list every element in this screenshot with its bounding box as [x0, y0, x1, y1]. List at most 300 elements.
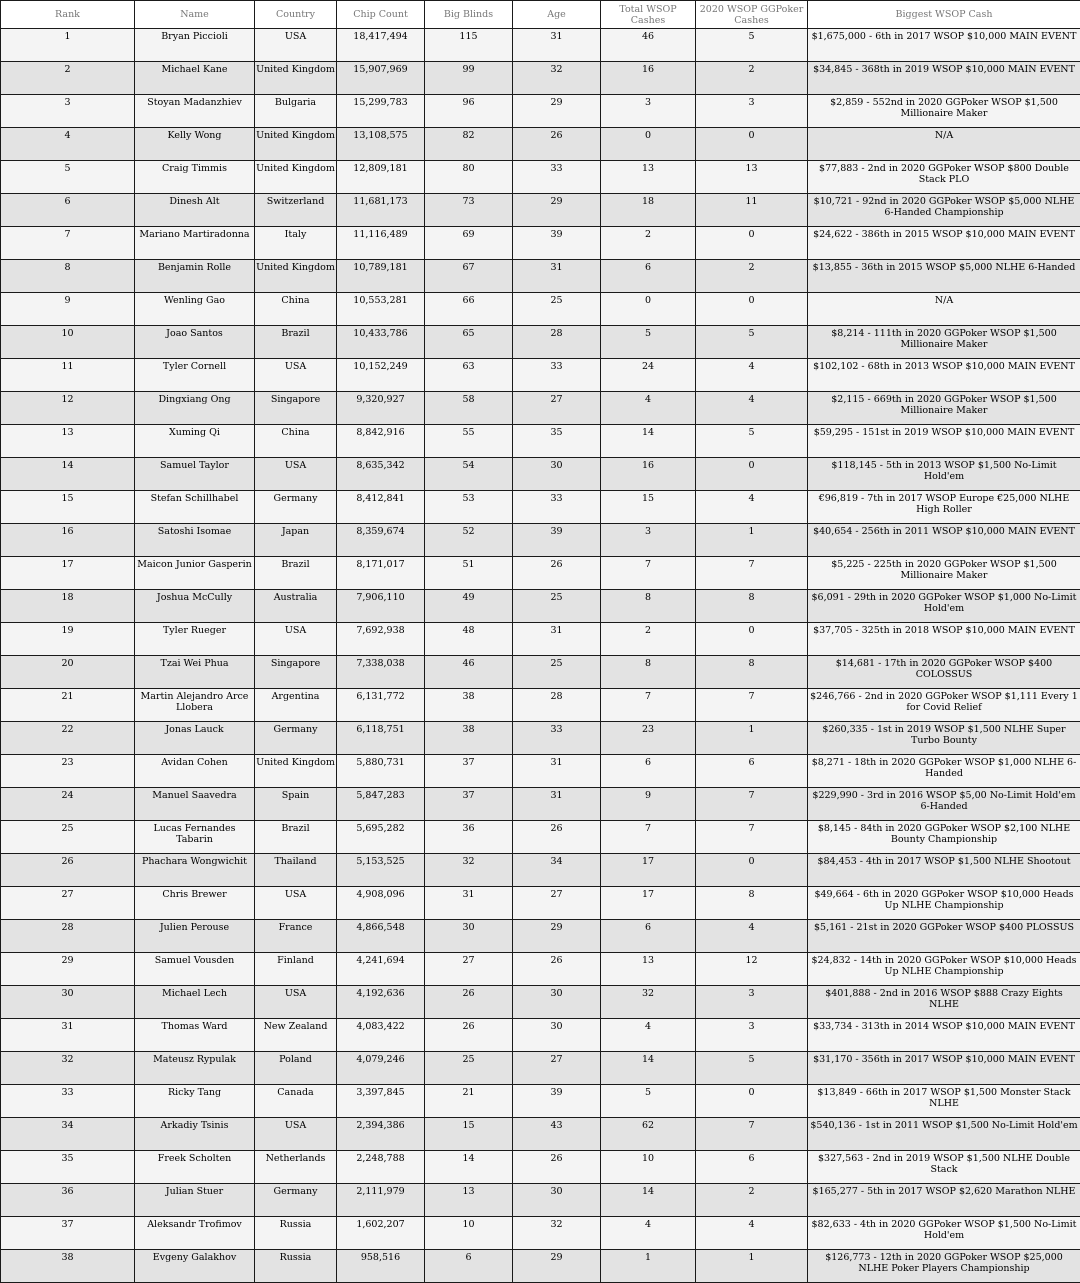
- table-row: [1, 1019, 1080, 1052]
- table-row: [1, 986, 1080, 1019]
- age-cell: 25: [513, 656, 601, 689]
- total-cashes-cell: 14: [601, 1052, 696, 1085]
- rank-cell: 3: [1, 95, 135, 128]
- ggpoker-cashes-cell: 13: [696, 161, 808, 194]
- total-cashes-cell: 17: [601, 854, 696, 887]
- table-body: [1, 29, 1080, 1283]
- chip-count-cell: 8,359,674: [337, 524, 425, 557]
- age-cell: 30: [513, 986, 601, 1019]
- chip-count-cell: 4,192,636: [337, 986, 425, 1019]
- big-blinds-cell: 73: [425, 194, 513, 227]
- big-blinds-cell: 10: [425, 1217, 513, 1250]
- biggest-cash-cell: $327,563 - 2nd in 2019 WSOP $1,500 NLHE Double Stack: [808, 1151, 1080, 1184]
- total-cashes-cell: 3: [601, 524, 696, 557]
- table-row: [1, 821, 1080, 854]
- country-cell: Germany: [255, 722, 337, 755]
- big-blinds-cell: 27: [425, 953, 513, 986]
- ggpoker-cashes-cell: 3: [696, 1019, 808, 1052]
- ggpoker-cashes-cell: 0: [696, 293, 808, 326]
- name-cell: Jonas Lauck: [135, 722, 255, 755]
- name-cell: Julien Perouse: [135, 920, 255, 953]
- big-blinds-cell: 15: [425, 1118, 513, 1151]
- biggest-cash-cell: $10,721 - 92nd in 2020 GGPoker WSOP $5,000 NLHE 6-Handed Championship: [808, 194, 1080, 227]
- chip-count-cell: 10,553,281: [337, 293, 425, 326]
- country-cell: China: [255, 293, 337, 326]
- table-row: [1, 689, 1080, 722]
- name-cell: Tyler Cornell: [135, 359, 255, 392]
- ggpoker-cashes-cell: 4: [696, 491, 808, 524]
- age-cell: 25: [513, 293, 601, 326]
- name-cell: Bryan Piccioli: [135, 29, 255, 62]
- table-row: [1, 1118, 1080, 1151]
- age-cell: 30: [513, 1019, 601, 1052]
- age-cell: 39: [513, 227, 601, 260]
- name-cell: Craig Timmis: [135, 161, 255, 194]
- age-cell: 31: [513, 788, 601, 821]
- ggpoker-cashes-cell: 7: [696, 821, 808, 854]
- age-cell: 34: [513, 854, 601, 887]
- table-row: [1, 557, 1080, 590]
- country-cell: Germany: [255, 491, 337, 524]
- header-2020-ggpoker-cashes: 2020 WSOP GGPoker Cashes: [696, 1, 808, 29]
- big-blinds-cell: 82: [425, 128, 513, 161]
- big-blinds-cell: 26: [425, 1019, 513, 1052]
- name-cell: Mateusz Rypulak: [135, 1052, 255, 1085]
- age-cell: 29: [513, 920, 601, 953]
- big-blinds-cell: 38: [425, 689, 513, 722]
- header-name: Name: [135, 1, 255, 29]
- age-cell: 29: [513, 95, 601, 128]
- table-row: [1, 326, 1080, 359]
- biggest-cash-cell: $126,773 - 12th in 2020 GGPoker WSOP $25,000 NLHE Poker Players Championship: [808, 1250, 1080, 1283]
- name-cell: Martin Alejandro Arce Llobera: [135, 689, 255, 722]
- ggpoker-cashes-cell: 6: [696, 755, 808, 788]
- name-cell: Evgeny Galakhov: [135, 1250, 255, 1283]
- chip-count-cell: 11,681,173: [337, 194, 425, 227]
- table-row: [1, 623, 1080, 656]
- name-cell: Dinesh Alt: [135, 194, 255, 227]
- biggest-cash-cell: $165,277 - 5th in 2017 WSOP $2,620 Marathon NLHE: [808, 1184, 1080, 1217]
- table-row: [1, 788, 1080, 821]
- name-cell: Joshua McCully: [135, 590, 255, 623]
- chip-count-cell: 10,433,786: [337, 326, 425, 359]
- table-row: [1, 161, 1080, 194]
- total-cashes-cell: 1: [601, 1250, 696, 1283]
- rank-cell: 5: [1, 161, 135, 194]
- name-cell: Satoshi Isomae: [135, 524, 255, 557]
- age-cell: 30: [513, 458, 601, 491]
- country-cell: Poland: [255, 1052, 337, 1085]
- age-cell: 32: [513, 1217, 601, 1250]
- rank-cell: 11: [1, 359, 135, 392]
- table-row: [1, 227, 1080, 260]
- big-blinds-cell: 66: [425, 293, 513, 326]
- age-cell: 27: [513, 887, 601, 920]
- rank-cell: 23: [1, 755, 135, 788]
- big-blinds-cell: 55: [425, 425, 513, 458]
- name-cell: Samuel Taylor: [135, 458, 255, 491]
- chip-count-cell: 8,412,841: [337, 491, 425, 524]
- big-blinds-cell: 48: [425, 623, 513, 656]
- header-row: [1, 1, 1080, 29]
- chip-count-cell: 6,131,772: [337, 689, 425, 722]
- table-row: [1, 425, 1080, 458]
- country-cell: Brazil: [255, 821, 337, 854]
- chip-count-cell: 4,241,694: [337, 953, 425, 986]
- chip-count-cell: 2,394,386: [337, 1118, 425, 1151]
- chip-count-cell: 9,320,927: [337, 392, 425, 425]
- chip-count-cell: 13,108,575: [337, 128, 425, 161]
- big-blinds-cell: 67: [425, 260, 513, 293]
- name-cell: Samuel Vousden: [135, 953, 255, 986]
- biggest-cash-cell: $8,145 - 84th in 2020 GGPoker WSOP $2,100 NLHE Bounty Championship: [808, 821, 1080, 854]
- total-cashes-cell: 15: [601, 491, 696, 524]
- table-row: [1, 524, 1080, 557]
- name-cell: Lucas Fernandes Tabarin: [135, 821, 255, 854]
- big-blinds-cell: 21: [425, 1085, 513, 1118]
- ggpoker-cashes-cell: 1: [696, 722, 808, 755]
- name-cell: Thomas Ward: [135, 1019, 255, 1052]
- total-cashes-cell: 4: [601, 392, 696, 425]
- rank-cell: 1: [1, 29, 135, 62]
- age-cell: 25: [513, 590, 601, 623]
- total-cashes-cell: 46: [601, 29, 696, 62]
- biggest-cash-cell: $229,990 - 3rd in 2016 WSOP $5,00 No-Limit Hold'em 6-Handed: [808, 788, 1080, 821]
- total-cashes-cell: 8: [601, 656, 696, 689]
- rank-cell: 32: [1, 1052, 135, 1085]
- chip-count-cell: 7,906,110: [337, 590, 425, 623]
- biggest-cash-cell: $59,295 - 151st in 2019 WSOP $10,000 MAIN EVENT: [808, 425, 1080, 458]
- total-cashes-cell: 17: [601, 887, 696, 920]
- total-cashes-cell: 7: [601, 689, 696, 722]
- country-cell: China: [255, 425, 337, 458]
- age-cell: 27: [513, 1052, 601, 1085]
- age-cell: 29: [513, 1250, 601, 1283]
- ggpoker-cashes-cell: 8: [696, 887, 808, 920]
- biggest-cash-cell: $246,766 - 2nd in 2020 GGPoker WSOP $1,111 Every 1 for Covid Relief: [808, 689, 1080, 722]
- ggpoker-cashes-cell: 12: [696, 953, 808, 986]
- age-cell: 35: [513, 425, 601, 458]
- ggpoker-cashes-cell: 5: [696, 29, 808, 62]
- chip-count-cell: 3,397,845: [337, 1085, 425, 1118]
- rank-cell: 8: [1, 260, 135, 293]
- total-cashes-cell: 5: [601, 326, 696, 359]
- header-rank: Rank: [1, 1, 135, 29]
- age-cell: 39: [513, 1085, 601, 1118]
- country-cell: United Kingdom: [255, 260, 337, 293]
- age-cell: 33: [513, 722, 601, 755]
- big-blinds-cell: 65: [425, 326, 513, 359]
- age-cell: 33: [513, 359, 601, 392]
- table-row: [1, 722, 1080, 755]
- age-cell: 43: [513, 1118, 601, 1151]
- total-cashes-cell: 3: [601, 95, 696, 128]
- total-cashes-cell: 4: [601, 1217, 696, 1250]
- country-cell: Thailand: [255, 854, 337, 887]
- rank-cell: 14: [1, 458, 135, 491]
- rank-cell: 22: [1, 722, 135, 755]
- age-cell: 28: [513, 326, 601, 359]
- table-row: [1, 359, 1080, 392]
- country-cell: New Zealand: [255, 1019, 337, 1052]
- table-row: [1, 1085, 1080, 1118]
- name-cell: Tzai Wei Phua: [135, 656, 255, 689]
- ggpoker-cashes-cell: 4: [696, 1217, 808, 1250]
- rank-cell: 31: [1, 1019, 135, 1052]
- big-blinds-cell: 80: [425, 161, 513, 194]
- total-cashes-cell: 13: [601, 161, 696, 194]
- ggpoker-cashes-cell: 11: [696, 194, 808, 227]
- big-blinds-cell: 30: [425, 920, 513, 953]
- total-cashes-cell: 2: [601, 623, 696, 656]
- age-cell: 29: [513, 194, 601, 227]
- biggest-cash-cell: $31,170 - 356th in 2017 WSOP $10,000 MAIN EVENT: [808, 1052, 1080, 1085]
- age-cell: 30: [513, 1184, 601, 1217]
- ggpoker-cashes-cell: 5: [696, 326, 808, 359]
- table-row: [1, 953, 1080, 986]
- name-cell: Phachara Wongwichit: [135, 854, 255, 887]
- big-blinds-cell: 52: [425, 524, 513, 557]
- biggest-cash-cell: $118,145 - 5th in 2013 WSOP $1,500 No-Limit Hold'em: [808, 458, 1080, 491]
- header-big-blinds: Big Blinds: [425, 1, 513, 29]
- big-blinds-cell: 53: [425, 491, 513, 524]
- big-blinds-cell: 37: [425, 788, 513, 821]
- header-chip-count: Chip Count: [337, 1, 425, 29]
- total-cashes-cell: 18: [601, 194, 696, 227]
- country-cell: Switzerland: [255, 194, 337, 227]
- chip-count-cell: 958,516: [337, 1250, 425, 1283]
- rank-cell: 9: [1, 293, 135, 326]
- rank-cell: 29: [1, 953, 135, 986]
- big-blinds-cell: 31: [425, 887, 513, 920]
- total-cashes-cell: 7: [601, 557, 696, 590]
- country-cell: Brazil: [255, 557, 337, 590]
- ggpoker-cashes-cell: 4: [696, 359, 808, 392]
- country-cell: USA: [255, 623, 337, 656]
- country-cell: Argentina: [255, 689, 337, 722]
- table-row: [1, 755, 1080, 788]
- chip-count-cell: 11,116,489: [337, 227, 425, 260]
- big-blinds-cell: 46: [425, 656, 513, 689]
- biggest-cash-cell: $401,888 - 2nd in 2016 WSOP $888 Crazy Eights NLHE: [808, 986, 1080, 1019]
- table-row: [1, 29, 1080, 62]
- age-cell: 26: [513, 128, 601, 161]
- country-cell: United Kingdom: [255, 128, 337, 161]
- age-cell: 31: [513, 623, 601, 656]
- age-cell: 33: [513, 491, 601, 524]
- big-blinds-cell: 96: [425, 95, 513, 128]
- country-cell: Australia: [255, 590, 337, 623]
- total-cashes-cell: 14: [601, 425, 696, 458]
- country-cell: USA: [255, 986, 337, 1019]
- age-cell: 31: [513, 260, 601, 293]
- rank-cell: 35: [1, 1151, 135, 1184]
- country-cell: United Kingdom: [255, 161, 337, 194]
- ggpoker-cashes-cell: 0: [696, 128, 808, 161]
- chip-count-cell: 8,635,342: [337, 458, 425, 491]
- chip-count-cell: 6,118,751: [337, 722, 425, 755]
- total-cashes-cell: 62: [601, 1118, 696, 1151]
- ggpoker-cashes-cell: 0: [696, 854, 808, 887]
- rank-cell: 38: [1, 1250, 135, 1283]
- total-cashes-cell: 10: [601, 1151, 696, 1184]
- table-row: [1, 887, 1080, 920]
- table-row: [1, 260, 1080, 293]
- name-cell: Benjamin Rolle: [135, 260, 255, 293]
- table-row: [1, 392, 1080, 425]
- name-cell: Ricky Tang: [135, 1085, 255, 1118]
- total-cashes-cell: 16: [601, 62, 696, 95]
- big-blinds-cell: 36: [425, 821, 513, 854]
- table-row: [1, 293, 1080, 326]
- chip-count-cell: 18,417,494: [337, 29, 425, 62]
- chip-count-cell: 8,842,916: [337, 425, 425, 458]
- ggpoker-cashes-cell: 4: [696, 920, 808, 953]
- age-cell: 28: [513, 689, 601, 722]
- total-cashes-cell: 0: [601, 128, 696, 161]
- total-cashes-cell: 0: [601, 293, 696, 326]
- chip-count-cell: 8,171,017: [337, 557, 425, 590]
- header-country: Country: [255, 1, 337, 29]
- age-cell: 39: [513, 524, 601, 557]
- country-cell: United Kingdom: [255, 62, 337, 95]
- chip-count-cell: 10,152,249: [337, 359, 425, 392]
- age-cell: 26: [513, 557, 601, 590]
- name-cell: Wenling Gao: [135, 293, 255, 326]
- rank-cell: 21: [1, 689, 135, 722]
- table-row: [1, 62, 1080, 95]
- table-row: [1, 95, 1080, 128]
- ggpoker-cashes-cell: 7: [696, 788, 808, 821]
- ggpoker-cashes-cell: 5: [696, 425, 808, 458]
- biggest-cash-cell: €96,819 - 7th in 2017 WSOP Europe €25,000 NLHE High Roller: [808, 491, 1080, 524]
- total-cashes-cell: 8: [601, 590, 696, 623]
- country-cell: Russia: [255, 1217, 337, 1250]
- rank-cell: 6: [1, 194, 135, 227]
- country-cell: USA: [255, 887, 337, 920]
- biggest-cash-cell: $5,161 - 21st in 2020 GGPoker WSOP $400 PLOSSUS: [808, 920, 1080, 953]
- total-cashes-cell: 2: [601, 227, 696, 260]
- rank-cell: 36: [1, 1184, 135, 1217]
- name-cell: Freek Scholten: [135, 1151, 255, 1184]
- rank-cell: 28: [1, 920, 135, 953]
- big-blinds-cell: 37: [425, 755, 513, 788]
- rank-cell: 26: [1, 854, 135, 887]
- rank-cell: 18: [1, 590, 135, 623]
- chip-count-cell: 2,248,788: [337, 1151, 425, 1184]
- table-row: [1, 1184, 1080, 1217]
- country-cell: USA: [255, 29, 337, 62]
- country-cell: USA: [255, 458, 337, 491]
- table-row: [1, 194, 1080, 227]
- biggest-cash-cell: $8,271 - 18th in 2020 GGPoker WSOP $1,000 NLHE 6-Handed: [808, 755, 1080, 788]
- total-cashes-cell: 24: [601, 359, 696, 392]
- chip-count-cell: 7,692,938: [337, 623, 425, 656]
- name-cell: Arkadiy Tsinis: [135, 1118, 255, 1151]
- country-cell: Bulgaria: [255, 95, 337, 128]
- biggest-cash-cell: $40,654 - 256th in 2011 WSOP $10,000 MAIN EVENT: [808, 524, 1080, 557]
- big-blinds-cell: 51: [425, 557, 513, 590]
- rank-cell: 16: [1, 524, 135, 557]
- biggest-cash-cell: $8,214 - 111th in 2020 GGPoker WSOP $1,500 Millionaire Maker: [808, 326, 1080, 359]
- rank-cell: 25: [1, 821, 135, 854]
- biggest-cash-cell: $49,664 - 6th in 2020 GGPoker WSOP $10,000 Heads Up NLHE Championship: [808, 887, 1080, 920]
- country-cell: USA: [255, 1118, 337, 1151]
- biggest-cash-cell: $33,734 - 313th in 2014 WSOP $10,000 MAIN EVENT: [808, 1019, 1080, 1052]
- name-cell: Xuming Qi: [135, 425, 255, 458]
- total-cashes-cell: 13: [601, 953, 696, 986]
- age-cell: 33: [513, 161, 601, 194]
- ggpoker-cashes-cell: 7: [696, 1118, 808, 1151]
- country-cell: Italy: [255, 227, 337, 260]
- big-blinds-cell: 54: [425, 458, 513, 491]
- chip-count-cell: 15,907,969: [337, 62, 425, 95]
- ggpoker-cashes-cell: 8: [696, 590, 808, 623]
- big-blinds-cell: 58: [425, 392, 513, 425]
- big-blinds-cell: 26: [425, 986, 513, 1019]
- ggpoker-cashes-cell: 5: [696, 1052, 808, 1085]
- chip-count-cell: 5,695,282: [337, 821, 425, 854]
- header-age: Age: [513, 1, 601, 29]
- chip-count-cell: 5,153,525: [337, 854, 425, 887]
- total-cashes-cell: 4: [601, 1019, 696, 1052]
- big-blinds-cell: 25: [425, 1052, 513, 1085]
- total-cashes-cell: 6: [601, 755, 696, 788]
- total-cashes-cell: 7: [601, 821, 696, 854]
- biggest-cash-cell: $13,855 - 36th in 2015 WSOP $5,000 NLHE 6-Handed: [808, 260, 1080, 293]
- table-row: [1, 1052, 1080, 1085]
- country-cell: Finland: [255, 953, 337, 986]
- total-cashes-cell: 16: [601, 458, 696, 491]
- biggest-cash-cell: $37,705 - 325th in 2018 WSOP $10,000 MAIN EVENT: [808, 623, 1080, 656]
- total-cashes-cell: 5: [601, 1085, 696, 1118]
- big-blinds-cell: 14: [425, 1151, 513, 1184]
- rank-cell: 10: [1, 326, 135, 359]
- age-cell: 32: [513, 62, 601, 95]
- chip-count-cell: 7,338,038: [337, 656, 425, 689]
- country-cell: Russia: [255, 1250, 337, 1283]
- name-cell: Michael Lech: [135, 986, 255, 1019]
- ggpoker-cashes-cell: 8: [696, 656, 808, 689]
- header-total-wsop-cashes: Total WSOP Cashes: [601, 1, 696, 29]
- biggest-cash-cell: $82,633 - 4th in 2020 GGPoker WSOP $1,500 No-Limit Hold'em: [808, 1217, 1080, 1250]
- name-cell: Mariano Martiradonna: [135, 227, 255, 260]
- table-row: [1, 491, 1080, 524]
- country-cell: Singapore: [255, 392, 337, 425]
- table-row: [1, 656, 1080, 689]
- ggpoker-cashes-cell: 0: [696, 458, 808, 491]
- ggpoker-cashes-cell: 2: [696, 260, 808, 293]
- biggest-cash-cell: $2,859 - 552nd in 2020 GGPoker WSOP $1,500 Millionaire Maker: [808, 95, 1080, 128]
- total-cashes-cell: 6: [601, 920, 696, 953]
- rank-cell: 13: [1, 425, 135, 458]
- biggest-cash-cell: $6,091 - 29th in 2020 GGPoker WSOP $1,000 No-Limit Hold'em: [808, 590, 1080, 623]
- rank-cell: 7: [1, 227, 135, 260]
- biggest-cash-cell: $24,832 - 14th in 2020 GGPoker WSOP $10,000 Heads Up NLHE Championship: [808, 953, 1080, 986]
- big-blinds-cell: 49: [425, 590, 513, 623]
- name-cell: Stefan Schillhabel: [135, 491, 255, 524]
- biggest-cash-cell: $24,622 - 386th in 2015 WSOP $10,000 MAIN EVENT: [808, 227, 1080, 260]
- biggest-cash-cell: $34,845 - 368th in 2019 WSOP $10,000 MAIN EVENT: [808, 62, 1080, 95]
- chip-count-cell: 12,809,181: [337, 161, 425, 194]
- table-row: [1, 854, 1080, 887]
- table-row: [1, 1217, 1080, 1250]
- biggest-cash-cell: $2,115 - 669th in 2020 GGPoker WSOP $1,500 Millionaire Maker: [808, 392, 1080, 425]
- country-cell: Canada: [255, 1085, 337, 1118]
- name-cell: Maicon Junior Gasperin: [135, 557, 255, 590]
- age-cell: 26: [513, 1151, 601, 1184]
- table-row: [1, 1250, 1080, 1283]
